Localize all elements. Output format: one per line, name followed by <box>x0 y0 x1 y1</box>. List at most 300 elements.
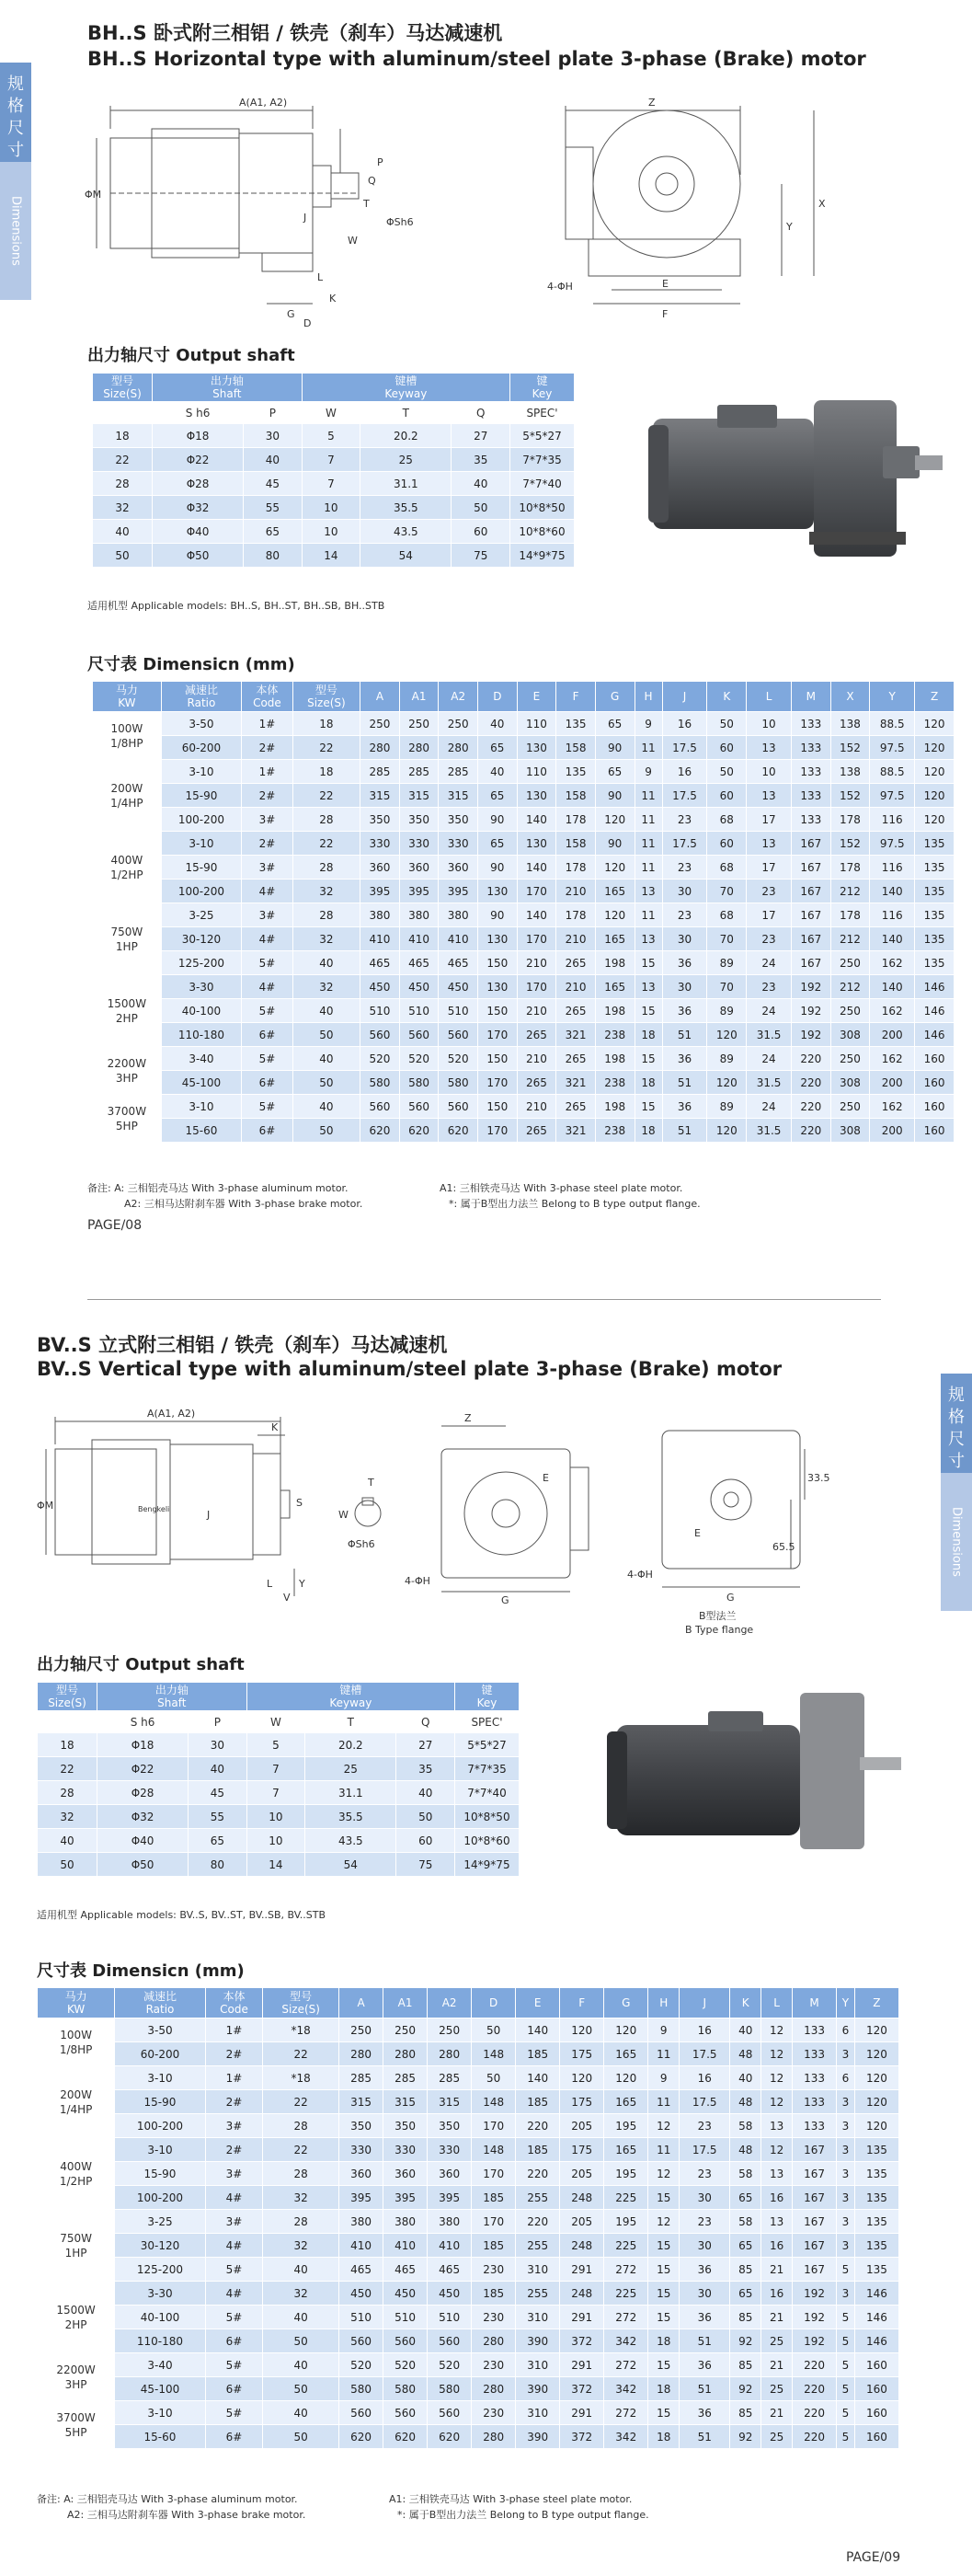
table-cell: 90 <box>478 856 518 880</box>
power-cell: 2200W 3HP <box>38 2353 115 2401</box>
table-cell: 23 <box>680 2210 730 2234</box>
table-cell: 100-200 <box>161 880 241 903</box>
table-cell: 16 <box>761 2186 793 2210</box>
table-cell: 100-200 <box>161 808 241 832</box>
table-cell: 315 <box>360 784 400 808</box>
table-cell: 272 <box>604 2353 648 2377</box>
section1-label-M: ΦM <box>85 189 102 201</box>
section2-label-L: L <box>267 1578 273 1590</box>
table-cell: 465 <box>383 2258 428 2282</box>
dim-header-cell: K <box>730 1988 761 2018</box>
table-cell: 170 <box>478 1071 518 1095</box>
table-cell: 350 <box>360 808 400 832</box>
dim-header-cell: K <box>707 682 747 712</box>
table-cell: 315 <box>383 2090 428 2114</box>
table-cell: 22 <box>292 832 360 856</box>
table-cell: 350 <box>383 2114 428 2138</box>
table-cell: 238 <box>595 1023 635 1047</box>
table-cell: 50 <box>263 2377 339 2401</box>
table-cell: 40 <box>292 1095 360 1119</box>
table-cell: 20.2 <box>360 424 452 448</box>
table-cell: 185 <box>472 2282 516 2306</box>
table-cell: 465 <box>360 951 400 975</box>
table-cell: Φ40 <box>153 520 244 544</box>
table-cell: 51 <box>680 2425 730 2449</box>
table-cell: 167 <box>793 2138 837 2162</box>
power-cell: 400W 1/2HP <box>38 2138 115 2210</box>
table-cell: 3-30 <box>161 975 241 999</box>
table-cell: 25 <box>761 2425 793 2449</box>
table-cell: 250 <box>360 712 400 736</box>
table-cell: 272 <box>604 2401 648 2425</box>
table-cell: 36 <box>662 999 707 1023</box>
table-cell: 35.5 <box>360 496 452 520</box>
table-cell: 380 <box>339 2210 383 2234</box>
table-cell: 2# <box>242 736 293 760</box>
table-cell: 225 <box>604 2186 648 2210</box>
section2-label-4H: 4-ΦH <box>405 1575 430 1587</box>
table-cell: 160 <box>915 1047 955 1071</box>
table-cell: 3# <box>205 2114 263 2138</box>
table-cell: 138 <box>830 760 870 784</box>
dim-header-cell: Z <box>854 1988 898 2018</box>
table-cell: 28 <box>292 903 360 927</box>
table-cell: 5 <box>837 2401 855 2425</box>
table-cell: 465 <box>399 951 439 975</box>
table-cell: 40 <box>730 2018 761 2042</box>
table-cell: 3 <box>837 2138 855 2162</box>
table-cell: 395 <box>439 880 478 903</box>
table-cell: 7*7*40 <box>510 472 575 496</box>
table-cell: 85 <box>730 2306 761 2329</box>
table-cell: 15 <box>635 999 662 1023</box>
table-cell: 315 <box>399 784 439 808</box>
section1-label-A: A(A1, A2) <box>239 97 288 109</box>
table-cell: 230 <box>472 2258 516 2282</box>
table-cell: 185 <box>516 2090 560 2114</box>
power-cell: 100W 1/8HP <box>93 712 162 760</box>
table-cell: 9 <box>648 2066 680 2090</box>
dim-header-cell: F <box>556 682 596 712</box>
section2-dim-heading: 尺寸表 Dimensicn (mm) <box>37 1961 245 1981</box>
table-cell: 5 <box>246 1733 305 1757</box>
dim-header-cell: F <box>560 1988 604 2018</box>
table-cell: 3# <box>205 2210 263 2234</box>
table-cell: 133 <box>792 808 831 832</box>
table-cell: 170 <box>517 927 556 951</box>
table-cell: 167 <box>793 2258 837 2282</box>
table-cell: 5# <box>242 951 293 975</box>
table-cell: 162 <box>870 999 915 1023</box>
table-cell: 220 <box>516 2114 560 2138</box>
table-cell: 390 <box>516 2377 560 2401</box>
table-cell: 210 <box>517 999 556 1023</box>
table-cell: 18 <box>93 424 153 448</box>
section2-gearmotor-photo <box>598 1674 910 1862</box>
table-cell: 12 <box>761 2138 793 2162</box>
table-cell: 160 <box>854 2401 898 2425</box>
table-cell: 2# <box>205 2138 263 2162</box>
table-cell: 450 <box>428 2282 472 2306</box>
table-cell: 291 <box>560 2353 604 2377</box>
table-cell: 380 <box>360 903 400 927</box>
table-cell: 140 <box>516 2066 560 2090</box>
table-cell: 3-40 <box>115 2353 206 2377</box>
table-cell: 167 <box>793 2234 837 2258</box>
table-cell: 120 <box>854 2018 898 2042</box>
table-cell: 342 <box>604 2377 648 2401</box>
section2-shaft-body <box>38 1711 520 1877</box>
power-cell: 2200W 3HP <box>93 1047 162 1095</box>
table-cell: 175 <box>560 2090 604 2114</box>
shaft-subheader-cell: T <box>360 402 452 424</box>
table-cell: 185 <box>516 2042 560 2066</box>
table-cell: 25 <box>360 448 452 472</box>
table-row <box>38 2234 899 2258</box>
table-cell: 3 <box>837 2090 855 2114</box>
table-cell: 265 <box>556 1095 596 1119</box>
table-cell: 410 <box>439 927 478 951</box>
table-cell: 60 <box>707 832 747 856</box>
table-cell: 110 <box>517 712 556 736</box>
table-cell: 280 <box>472 2425 516 2449</box>
table-row <box>38 2114 899 2138</box>
table-cell: 135 <box>915 903 955 927</box>
table-cell: 310 <box>516 2353 560 2377</box>
table-cell: 1# <box>242 712 293 736</box>
table-cell: 28 <box>292 808 360 832</box>
table-cell: 10 <box>246 1805 305 1829</box>
table-cell: 450 <box>360 975 400 999</box>
table-cell: 120 <box>595 856 635 880</box>
table-cell: 7 <box>246 1781 305 1805</box>
table-cell: 135 <box>854 2210 898 2234</box>
table-row <box>93 712 955 736</box>
table-row <box>38 2162 899 2186</box>
table-cell: 24 <box>747 999 792 1023</box>
table-cell: Φ18 <box>97 1733 189 1757</box>
table-cell: 18 <box>635 1071 662 1095</box>
table-cell: 20.2 <box>305 1733 396 1757</box>
table-cell: 16 <box>680 2018 730 2042</box>
table-cell: 40-100 <box>161 999 241 1023</box>
table-row <box>38 2066 899 2090</box>
table-cell: 17 <box>747 856 792 880</box>
table-cell: 178 <box>556 808 596 832</box>
table-row <box>38 2425 899 2449</box>
section1-label-Sh6: ΦSh6 <box>386 216 414 228</box>
table-cell: 90 <box>595 832 635 856</box>
dim-header-cell: E <box>516 1988 560 2018</box>
table-cell: 146 <box>915 1023 955 1047</box>
section1-side-drawing <box>83 92 451 331</box>
table-cell: 220 <box>793 2401 837 2425</box>
table-cell: 116 <box>870 856 915 880</box>
table-cell: 3-10 <box>115 2066 206 2090</box>
table-cell: 30-120 <box>115 2234 206 2258</box>
table-cell: 70 <box>707 880 747 903</box>
section2-label-brand: Bengkeli <box>138 1505 170 1513</box>
table-cell: 10*8*50 <box>510 496 575 520</box>
table-cell: *18 <box>263 2066 339 2090</box>
table-cell: 3-25 <box>161 903 241 927</box>
table-cell: 280 <box>339 2042 383 2066</box>
table-cell: 135 <box>854 2234 898 2258</box>
table-cell: 5 <box>837 2425 855 2449</box>
table-cell: 220 <box>792 1119 831 1143</box>
table-cell: 165 <box>595 880 635 903</box>
table-cell: 40 <box>93 520 153 544</box>
section2-page-number: PAGE/09 <box>846 2550 901 2565</box>
table-cell: 195 <box>604 2210 648 2234</box>
table-cell: 160 <box>915 1119 955 1143</box>
table-cell: 380 <box>383 2210 428 2234</box>
table-row <box>38 2018 899 2042</box>
shaft-subheader-cell: P <box>244 402 303 424</box>
table-cell: 11 <box>648 2090 680 2114</box>
table-cell: 5 <box>837 2329 855 2353</box>
table-cell: 140 <box>870 975 915 999</box>
table-cell: 165 <box>604 2138 648 2162</box>
table-cell: 17.5 <box>680 2042 730 2066</box>
table-cell: 23 <box>662 856 707 880</box>
table-cell: 220 <box>516 2162 560 2186</box>
shaft-subheader-cell: SPEC' <box>455 1711 520 1733</box>
table-cell: 23 <box>680 2114 730 2138</box>
table-cell: 291 <box>560 2258 604 2282</box>
table-cell: 360 <box>439 856 478 880</box>
table-cell: 65 <box>244 520 303 544</box>
section2-title-cn: BV..S 立式附三相铝 / 铁壳（刹车）马达减速机 <box>37 1334 448 1356</box>
table-row <box>93 975 955 999</box>
table-cell: 321 <box>556 1023 596 1047</box>
table-row <box>38 2377 899 2401</box>
table-cell: 70 <box>707 975 747 999</box>
table-row <box>93 903 955 927</box>
table-row <box>38 1781 520 1805</box>
section2-label-J: J <box>207 1509 211 1521</box>
table-cell: 15 <box>635 1095 662 1119</box>
table-cell: 120 <box>595 903 635 927</box>
table-cell: 192 <box>793 2282 837 2306</box>
table-cell: 18 <box>648 2377 680 2401</box>
table-cell: 21 <box>761 2401 793 2425</box>
table-row <box>93 1047 955 1071</box>
table-cell: 65 <box>730 2282 761 2306</box>
table-cell: Φ50 <box>153 544 244 568</box>
table-cell: 36 <box>662 1047 707 1071</box>
table-cell: 22 <box>292 736 360 760</box>
table-cell: 22 <box>263 2042 339 2066</box>
table-cell: 133 <box>792 712 831 736</box>
section2-label-G-flange: G <box>726 1592 735 1604</box>
section2-dim-table <box>37 1987 899 2449</box>
table-cell: 510 <box>428 2306 472 2329</box>
table-cell: 45 <box>244 472 303 496</box>
table-cell: 110-180 <box>161 1023 241 1047</box>
table-cell: 32 <box>292 975 360 999</box>
table-cell: 220 <box>792 1095 831 1119</box>
table-row <box>93 832 955 856</box>
table-row <box>93 880 955 903</box>
table-cell: 55 <box>244 496 303 520</box>
section1-label-4H: 4-ΦH <box>547 281 573 293</box>
dim-header-cell: H <box>635 682 662 712</box>
table-row <box>38 1757 520 1781</box>
table-cell: 520 <box>439 1047 478 1071</box>
table-cell: 80 <box>244 544 303 568</box>
table-row <box>93 951 955 975</box>
section2-label-G: G <box>501 1594 509 1606</box>
table-cell: 130 <box>478 927 518 951</box>
table-cell: 185 <box>472 2234 516 2258</box>
table-cell: 280 <box>399 736 439 760</box>
table-cell: 92 <box>730 2377 761 2401</box>
table-cell: 175 <box>560 2138 604 2162</box>
table-cell: 97.5 <box>870 736 915 760</box>
table-cell: 88.5 <box>870 712 915 736</box>
table-cell: 272 <box>604 2258 648 2282</box>
section2-label-flange-en: B Type flange <box>685 1624 754 1636</box>
table-cell: 35 <box>452 448 510 472</box>
table-cell: 21 <box>761 2306 793 2329</box>
table-cell: 6 <box>837 2066 855 2090</box>
table-cell: 133 <box>792 784 831 808</box>
table-row <box>93 856 955 880</box>
table-row <box>38 2282 899 2306</box>
table-cell: 146 <box>854 2329 898 2353</box>
table-cell: 5 <box>837 2353 855 2377</box>
table-cell: 50 <box>707 712 747 736</box>
table-cell: 13 <box>761 2162 793 2186</box>
table-cell: 4# <box>205 2186 263 2210</box>
table-cell: 11 <box>635 808 662 832</box>
table-cell: 178 <box>830 808 870 832</box>
table-cell: 120 <box>707 1023 747 1047</box>
table-cell: 17 <box>747 808 792 832</box>
table-cell: 90 <box>478 808 518 832</box>
table-row <box>38 2306 899 2329</box>
table-cell: 580 <box>360 1071 400 1095</box>
table-cell: 248 <box>560 2186 604 2210</box>
table-cell: 15 <box>635 1047 662 1071</box>
shaft-subheader-cell: T <box>305 1711 396 1733</box>
table-cell: 58 <box>730 2210 761 2234</box>
power-cell: 750W 1HP <box>38 2210 115 2282</box>
table-cell: 40 <box>189 1757 247 1781</box>
shaft-subheader-cell: Q <box>396 1711 455 1733</box>
power-cell: 3700W 5HP <box>93 1095 162 1143</box>
section2-label-V: V <box>283 1592 291 1604</box>
dim-header-cell: D <box>478 682 518 712</box>
section2-note-1: 备注: A: 三相铝壳马达 With 3-phase aluminum motor. <box>37 2493 298 2505</box>
table-cell: 18 <box>292 760 360 784</box>
table-cell: 6# <box>242 1023 293 1047</box>
table-cell: 120 <box>854 2090 898 2114</box>
table-cell: 13 <box>761 2210 793 2234</box>
dim-header-cell: 型号 Size(S) <box>292 682 360 712</box>
table-cell: 167 <box>793 2210 837 2234</box>
table-cell: 238 <box>595 1071 635 1095</box>
table-cell: 580 <box>428 2377 472 2401</box>
table-cell: 330 <box>339 2138 383 2162</box>
table-cell: 265 <box>556 1047 596 1071</box>
table-cell: 160 <box>854 2377 898 2401</box>
table-cell: 68 <box>707 856 747 880</box>
table-cell: 330 <box>439 832 478 856</box>
table-cell: 192 <box>793 2306 837 2329</box>
table-cell: 13 <box>761 2114 793 2138</box>
table-row <box>93 472 575 496</box>
table-cell: 50 <box>396 1805 455 1829</box>
table-cell: 10 <box>302 520 360 544</box>
table-cell: 28 <box>263 2114 339 2138</box>
table-cell: 92 <box>730 2425 761 2449</box>
table-cell: 12 <box>648 2210 680 2234</box>
table-cell: 12 <box>761 2090 793 2114</box>
table-cell: 90 <box>478 903 518 927</box>
table-row <box>38 2329 899 2353</box>
section2-flange-drawing <box>625 1421 828 1651</box>
table-cell: 165 <box>604 2042 648 2066</box>
table-cell: 560 <box>399 1023 439 1047</box>
table-cell: 22 <box>93 448 153 472</box>
table-cell: Φ32 <box>97 1805 189 1829</box>
table-cell: 195 <box>604 2114 648 2138</box>
dim-header-cell: 本体 Code <box>242 682 293 712</box>
table-cell: 220 <box>792 1071 831 1095</box>
section1-front-drawing <box>538 92 832 331</box>
table-cell: 120 <box>915 712 955 736</box>
table-cell: 14*9*75 <box>455 1853 520 1877</box>
table-cell: 18 <box>635 1119 662 1143</box>
table-cell: 125-200 <box>115 2258 206 2282</box>
table-cell: 2# <box>242 784 293 808</box>
table-cell: 60-200 <box>115 2042 206 2066</box>
table-cell: 410 <box>428 2234 472 2258</box>
table-cell: 36 <box>662 1095 707 1119</box>
dim-header-cell: A1 <box>383 1988 428 2018</box>
table-row <box>38 2042 899 2066</box>
table-cell: 120 <box>604 2066 648 2090</box>
table-cell: 6# <box>205 2329 263 2353</box>
table-cell: 51 <box>662 1071 707 1095</box>
table-cell: 167 <box>793 2186 837 2210</box>
section1-dim-table <box>92 681 955 1143</box>
table-cell: 250 <box>830 1047 870 1071</box>
table-cell: 28 <box>263 2162 339 2186</box>
table-cell: 58 <box>730 2114 761 2138</box>
table-cell: 520 <box>360 1047 400 1071</box>
table-cell: 16 <box>662 760 707 784</box>
table-row <box>93 1071 955 1095</box>
section2-label-4H-flange: 4-ΦH <box>627 1569 653 1581</box>
table-cell: 580 <box>383 2377 428 2401</box>
table-cell: 192 <box>792 999 831 1023</box>
table-row <box>93 784 955 808</box>
section1-label-E: E <box>662 278 669 290</box>
table-cell: 146 <box>854 2282 898 2306</box>
table-cell: 380 <box>439 903 478 927</box>
table-cell: 125-200 <box>161 951 241 975</box>
table-cell: 7*7*40 <box>455 1781 520 1805</box>
section1-label-L: L <box>317 271 324 283</box>
table-cell: 250 <box>399 712 439 736</box>
table-cell: 40 <box>452 472 510 496</box>
table-cell: 395 <box>399 880 439 903</box>
table-cell: 192 <box>793 2329 837 2353</box>
dim-header-cell: E <box>517 682 556 712</box>
